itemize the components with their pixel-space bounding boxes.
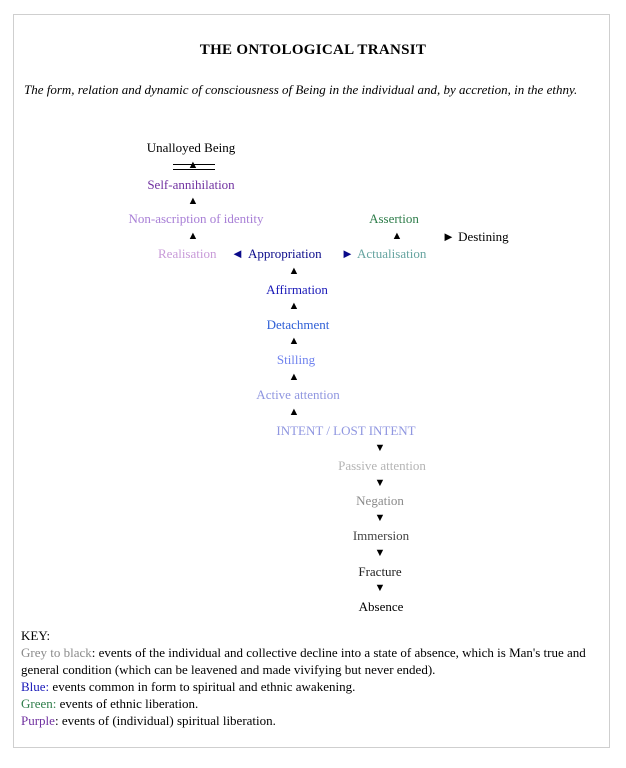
node-absence: Absence <box>358 599 404 614</box>
up-arrow-1: ▲ <box>187 159 199 171</box>
diagram-subtitle: The form, relation and dynamic of consciousness of Being in the individual and, by accretion, in the ethny. <box>24 82 578 97</box>
key-section <box>21 627 611 729</box>
left-arrow-realisation: ◄ <box>231 246 244 261</box>
up-arrow-4: ▲ <box>288 265 300 277</box>
key-green-text: events of ethnic liberation. <box>56 696 199 711</box>
key-blue-text: events common in form to spiritual and ethnic awakening. <box>49 679 356 694</box>
up-arrow-7: ▲ <box>288 371 300 383</box>
node-fracture: Fracture <box>358 564 402 579</box>
key-grey-entry <box>21 644 611 678</box>
node-affirmation: Affirmation <box>266 282 328 297</box>
key-blue-entry <box>21 678 611 695</box>
key-grey-text: : events of the individual and collective decline into a state of absence, which is Man's true and general condition (which can be leavened and made vivifying but never ended). <box>21 645 586 677</box>
node-assertion: Assertion <box>369 211 419 226</box>
node-destining <box>442 229 509 245</box>
destining-label: Destining <box>458 229 509 244</box>
up-arrow-6: ▲ <box>288 335 300 347</box>
key-heading: KEY: <box>21 628 51 643</box>
right-arrow-destining: ► <box>442 229 459 244</box>
up-arrow-2: ▲ <box>187 195 199 207</box>
key-blue-label: Blue: <box>21 679 50 694</box>
diagram-title: THE ONTOLOGICAL TRANSIT <box>199 42 427 58</box>
key-green-label: Green: <box>21 696 57 711</box>
node-appropriation: Appropriation <box>248 246 322 261</box>
node-passive-attention: Passive attention <box>338 458 426 473</box>
node-realisation: Realisation <box>158 246 217 261</box>
down-arrow-3: ▼ <box>374 512 386 524</box>
key-purple-entry <box>21 712 611 729</box>
node-negation: Negation <box>356 493 404 508</box>
down-arrow-4: ▼ <box>374 547 386 559</box>
down-arrow-5: ▼ <box>374 582 386 594</box>
node-immersion: Immersion <box>352 528 410 543</box>
key-purple-text: : events of (individual) spiritual liberation. <box>54 713 276 728</box>
key-purple-label: Purple <box>21 713 55 728</box>
up-arrow-8: ▲ <box>288 406 300 418</box>
node-detachment: Detachment <box>266 317 330 332</box>
node-active-attention: Active attention <box>256 387 340 402</box>
node-non-ascription: Non-ascription of identity <box>128 211 264 226</box>
key-green-entry <box>21 695 611 712</box>
down-arrow-1: ▼ <box>374 442 386 454</box>
node-unalloyed-being: Unalloyed Being <box>146 140 236 155</box>
node-actualisation: Actualisation <box>357 246 427 261</box>
up-arrow-3: ▲ <box>187 230 199 242</box>
up-arrow-5: ▲ <box>288 300 300 312</box>
up-arrow-assertion: ▲ <box>391 230 403 242</box>
key-grey-label: Grey to black <box>21 645 92 660</box>
down-arrow-2: ▼ <box>374 477 386 489</box>
right-arrow-actualisation: ► <box>341 246 354 261</box>
node-stilling: Stilling <box>276 352 316 367</box>
node-self-annihilation: Self-annihilation <box>147 177 235 192</box>
node-intent-lost-intent: INTENT / LOST INTENT <box>276 423 416 438</box>
